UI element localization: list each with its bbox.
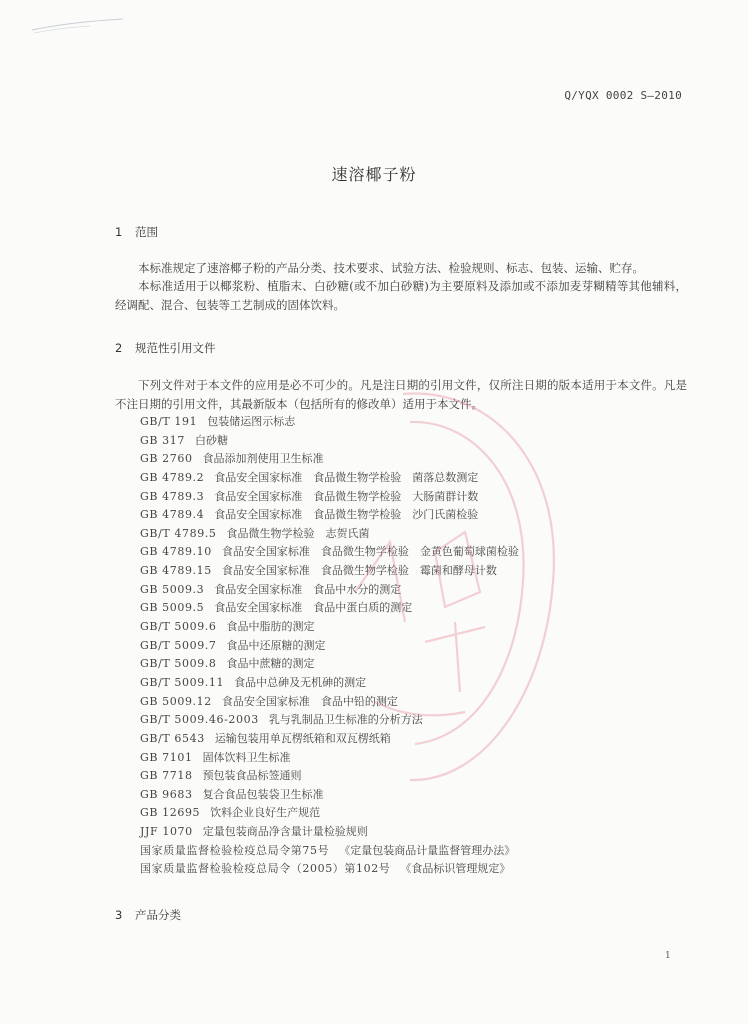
reference-item <box>140 450 519 469</box>
reference-item <box>140 674 519 693</box>
reference-item <box>140 543 519 562</box>
reference-title: 食品安全国家标准 食品微生物学检验 霉菌和酵母计数 <box>221 564 497 578</box>
section-2-heading <box>115 340 216 356</box>
reference-item <box>140 413 519 432</box>
reference-item <box>140 842 519 861</box>
reference-title: 食品安全国家标准 食品微生物学检验 沙门氏菌检验 <box>214 508 479 522</box>
reference-title: 食品安全国家标准 食品微生物学检验 金黄色葡萄球菌检验 <box>221 545 519 559</box>
reference-item <box>140 637 519 656</box>
reference-code: 国家质量监督检验检疫总局令（2005）第102号 <box>140 862 391 876</box>
reference-title: 运输包装用单瓦楞纸箱和双瓦楞纸箱 <box>214 731 391 745</box>
reference-code: GB/T 5009.8 <box>140 657 217 671</box>
reference-title: 《定量包装商品计量监督管理办法》 <box>339 843 516 857</box>
reference-item <box>140 860 519 879</box>
reference-item <box>140 488 519 507</box>
scan-corner-mark <box>30 16 125 36</box>
reference-item <box>140 618 519 637</box>
reference-code: GB 4789.3 <box>140 489 205 503</box>
reference-item <box>140 823 519 842</box>
reference-title: 食品添加剂使用卫生标准 <box>202 452 324 466</box>
reference-title: 饮料企业良好生产规范 <box>210 806 321 820</box>
reference-list <box>140 413 519 879</box>
references-intro: 下列文件对于本文件的应用是必不可少的。凡是注日期的引用文件，仅所注日期的版本适用于本文件。凡是不注日期的引用文件，其最新版本（包括所有的修改单）适用于本文件。 <box>115 378 687 411</box>
standard-code: Q/YQX 0002 S—2010 <box>564 89 682 102</box>
reference-title: 包装储运图示标志 <box>207 415 296 428</box>
page-number: 1 <box>665 951 671 961</box>
reference-item <box>140 655 519 674</box>
reference-title: 预包装食品标签通则 <box>202 769 302 783</box>
reference-code: GB 317 <box>140 433 185 447</box>
reference-code: GB 7718 <box>140 769 193 783</box>
section-title: 范围 <box>135 225 158 239</box>
reference-title: 固体饮料卫生标准 <box>202 750 291 764</box>
reference-title: 食品中脂肪的测定 <box>226 620 315 634</box>
reference-item <box>140 711 519 730</box>
reference-code: GB 5009.3 <box>140 582 205 596</box>
reference-title: 食品安全国家标准 食品中水分的测定 <box>214 582 402 596</box>
document-title: 速溶椰子粉 <box>331 165 417 184</box>
reference-title: 白砂糖 <box>194 433 228 447</box>
reference-item <box>140 432 519 451</box>
scope-paragraph-2: 本标准适用于以椰浆粉、植脂末、白砂糖(或不加白砂糖)为主要原料及添加或不添加麦芽糊精等其他辅料，经调配、混合、包装等工艺制成的固体饮料。 <box>115 279 687 312</box>
reference-code: GB/T 5009.46-2003 <box>140 713 259 727</box>
reference-item <box>140 562 519 581</box>
reference-item <box>140 581 519 600</box>
section-1-heading <box>115 224 158 240</box>
reference-code: GB/T 4789.5 <box>140 526 217 540</box>
reference-code: GB 9683 <box>140 787 193 801</box>
section-number: 1 <box>115 225 123 239</box>
reference-title: 食品微生物学检验 志贺氏菌 <box>226 526 370 540</box>
reference-title: 食品安全国家标准 食品中铅的测定 <box>221 694 398 708</box>
reference-title: 食品安全国家标准 食品微生物学检验 菌落总数测定 <box>214 470 479 484</box>
reference-item <box>140 767 519 786</box>
reference-item <box>140 469 519 488</box>
reference-code: GB 12695 <box>140 806 201 820</box>
reference-code: GB 4789.10 <box>140 545 212 559</box>
reference-code: GB/T 5009.11 <box>140 675 225 689</box>
reference-code: GB/T 5009.7 <box>140 638 217 652</box>
reference-item <box>140 730 519 749</box>
reference-code: GB 2760 <box>140 452 193 466</box>
reference-code: GB/T 6543 <box>140 731 205 745</box>
reference-code: GB/T 191 <box>140 415 198 428</box>
reference-item <box>140 693 519 712</box>
reference-title: 食品中蔗糖的测定 <box>226 657 315 671</box>
reference-title: 食品中还原糖的测定 <box>226 638 326 652</box>
section-title: 规范性引用文件 <box>135 341 216 355</box>
reference-title: 乳与乳制品卫生标准的分析方法 <box>268 713 423 727</box>
reference-title: 复合食品包装袋卫生标准 <box>202 787 324 801</box>
section-number: 2 <box>115 341 123 355</box>
section-title: 产品分类 <box>135 908 181 922</box>
reference-code: GB 5009.5 <box>140 601 205 615</box>
reference-item <box>140 599 519 618</box>
reference-code: 国家质量监督检验检疫总局令第75号 <box>140 843 330 857</box>
reference-code: GB 7101 <box>140 750 193 764</box>
reference-title: 定量包装商品净含量计量检验规则 <box>202 825 368 839</box>
reference-item <box>140 804 519 823</box>
reference-title: 食品安全国家标准 食品微生物学检验 大肠菌群计数 <box>214 489 479 503</box>
reference-item <box>140 525 519 544</box>
section-3-heading <box>115 907 181 923</box>
reference-item <box>140 749 519 768</box>
reference-code: GB/T 5009.6 <box>140 620 217 634</box>
reference-title: 《食品标识管理规定》 <box>400 862 511 876</box>
reference-code: GB 4789.15 <box>140 564 212 578</box>
reference-item <box>140 506 519 525</box>
reference-code: JJF 1070 <box>140 825 193 839</box>
scope-paragraph-1: 本标准规定了速溶椰子粉的产品分类、技术要求、试验方法、检验规则、标志、包装、运输、贮存。 <box>138 261 644 275</box>
reference-code: GB 4789.2 <box>140 470 205 484</box>
section-number: 3 <box>115 908 123 922</box>
reference-title: 食品中总砷及无机砷的测定 <box>234 675 367 689</box>
reference-title: 食品安全国家标准 食品中蛋白质的测定 <box>214 601 413 615</box>
reference-code: GB 4789.4 <box>140 508 205 522</box>
reference-item <box>140 786 519 805</box>
reference-code: GB 5009.12 <box>140 694 212 708</box>
